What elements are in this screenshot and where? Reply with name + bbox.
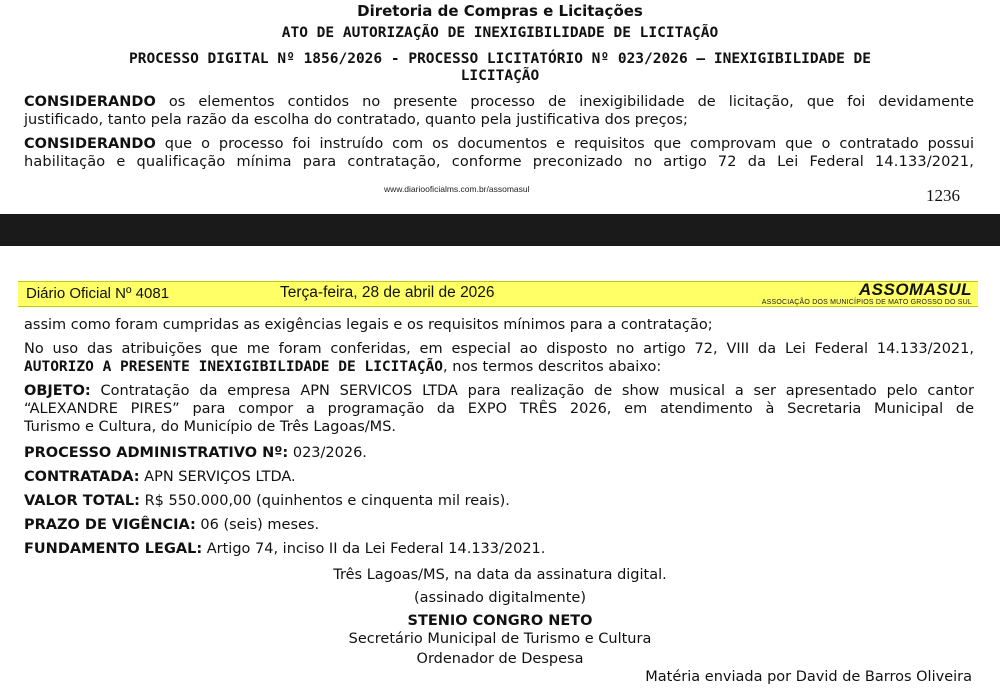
process-title-line1: PROCESSO DIGITAL Nº 1856/2026 - PROCESSO LICITATÓRIO Nº 023/2026 – INEXIGIBILIDADE DE xyxy=(128,51,872,67)
authorize-line: AUTORIZO A PRESENTE INEXIGIBILIDADE DE LICITAÇÃO, nos termos descritos abaixo: xyxy=(24,359,662,375)
journal-header-bar xyxy=(18,281,978,307)
total-value-label: VALOR TOTAL: xyxy=(24,493,140,509)
requirements-line: assim como foram cumpridas as exigências legais e os requisitos mínimos para a contratação; xyxy=(24,317,713,333)
admin-process-line: PROCESSO ADMINISTRATIVO Nº: 023/2026. xyxy=(24,445,367,461)
signed-note: (assinado digitalmente) xyxy=(413,590,586,606)
process-title-line2: LICITAÇÃO xyxy=(460,68,540,84)
term-label: PRAZO DE VIGÊNCIA: xyxy=(24,517,196,533)
previous-page-fragment xyxy=(0,0,1000,214)
considering-1-label: CONSIDERANDO xyxy=(24,94,156,110)
issue-date: Terça-feira, 28 de abril de 2026 xyxy=(280,284,495,301)
signer-role: Secretário Municipal de Turismo e Cultura xyxy=(348,631,652,647)
considering-1-line2: justificado, tanto pela razão da escolha do contratado, quanto pela justificativa dos preços; xyxy=(24,112,688,128)
attributions-line: No uso das atribuições que me foram conferidas, em especial ao disposto no artigo 72, VIII da Lei Federal 14.133/2021, xyxy=(24,341,974,357)
current-page xyxy=(0,246,1000,693)
considering-1-line1: CONSIDERANDO os elementos contidos no presente processo de inexigibilidade de licitação, que foi devidamente xyxy=(24,94,974,110)
contracted-line: CONTRATADA: APN SERVIÇOS LTDA. xyxy=(24,469,296,485)
signer-role2: Ordenador de Despesa xyxy=(416,651,584,667)
object-line1: OBJETO: Contratação da empresa APN SERVICOS LTDA para realização de show musical a ser apresentado pelo cantor xyxy=(24,383,974,399)
act-title: ATO DE AUTORIZAÇÃO DE INEXIGIBILIDADE DE LICITAÇÃO xyxy=(281,25,719,41)
department-heading: Diretoria de Compras e Licitações xyxy=(357,2,643,20)
object-label: OBJETO: xyxy=(24,383,91,399)
object-line3: Turismo e Cultura, do Município de Três Lagoas/MS. xyxy=(24,419,397,435)
site-url: www.diariooficialms.com.br/assomasul xyxy=(384,184,530,194)
considering-2-label: CONSIDERANDO xyxy=(24,136,156,152)
page-number: 1236 xyxy=(926,186,960,205)
term-line: PRAZO DE VIGÊNCIA: 06 (seis) meses. xyxy=(24,517,320,533)
authorize-label: AUTORIZO A PRESENTE INEXIGIBILIDADE DE LICITAÇÃO xyxy=(24,359,444,375)
journal-number: Diário Oficial Nº 4081 xyxy=(26,285,170,302)
admin-process-label: PROCESSO ADMINISTRATIVO Nº: xyxy=(24,445,289,461)
sent-by: Matéria enviada por David de Barros Oliveira xyxy=(645,669,972,685)
legal-basis-label: FUNDAMENTO LEGAL: xyxy=(24,541,203,557)
total-value-line: VALOR TOTAL: R$ 550.000,00 (quinhentos e cinquenta mil reais). xyxy=(24,493,510,509)
considering-2-line2: habilitação e qualificação mínima para contratação, conforme preconizado no artigo 72 da Lei Federal 14.133/2021, xyxy=(24,154,974,170)
contracted-label: CONTRATADA: xyxy=(24,469,140,485)
assomasul-logo: ASSOMASUL ASSOCIAÇÃO DOS MUNICÍPIOS DE MATO GROSSO DO SUL xyxy=(761,280,972,306)
legal-basis-line: FUNDAMENTO LEGAL: Artigo 74, inciso II da Lei Federal 14.133/2021. xyxy=(24,541,546,557)
signer-name: STENIO CONGRO NETO xyxy=(407,613,593,629)
page-separator xyxy=(0,214,1000,246)
place-date: Três Lagoas/MS, na data da assinatura digital. xyxy=(333,567,667,583)
object-line2: “ALEXANDRE PIRES” para compor a programação da EXPO TRÊS 2026, em atendimento à Secretaria Municipal de xyxy=(24,401,974,417)
considering-2-line1: CONSIDERANDO que o processo foi instruído com os documentos e requisitos que comprovam que o contratado possui xyxy=(24,136,974,152)
